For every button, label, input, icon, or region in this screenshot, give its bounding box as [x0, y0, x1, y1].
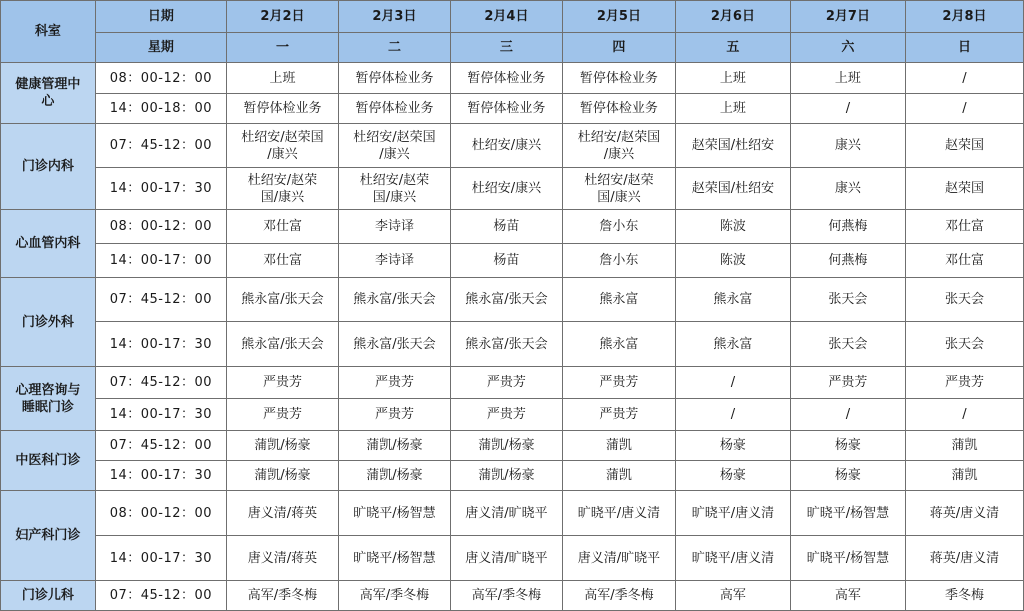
doctor-names: 旷晓平/杨智慧 [806, 505, 890, 521]
schedule-row [1, 581, 1024, 611]
department-name [1, 367, 96, 431]
doctor-cell [562, 431, 675, 461]
doctor-cell [675, 168, 790, 210]
doctor-names: 杨苗 [493, 219, 520, 234]
doctor-names: 高军 [719, 588, 746, 603]
doctor-cell [562, 399, 675, 431]
doctor-cell [338, 94, 450, 124]
doctor-cell [338, 278, 450, 322]
doctor-cell [790, 168, 905, 210]
doctor-cell [675, 124, 790, 168]
department-name [1, 491, 96, 581]
doctor-names: 杜绍安/赵荣国 [577, 129, 661, 145]
doctor-cell [905, 431, 1023, 461]
doctor-names: 熊永富/张天会 [465, 292, 548, 307]
doctor-cell [450, 244, 562, 278]
time-slot: 07：45-12：00 [95, 367, 226, 399]
time-slot: 14：00-17：00 [95, 244, 226, 278]
doctor-names: 旷晓平/唐义清 [577, 505, 661, 521]
doctor-names: 唐义清/蒋英 [247, 505, 318, 521]
date-header: 2月6日 [675, 1, 790, 33]
doctor-cell [675, 244, 790, 278]
weekday-header: 六 [790, 33, 905, 63]
doctor-cell [905, 94, 1023, 124]
schedule-row [1, 322, 1024, 367]
dept-header: 科室 [1, 1, 96, 63]
doctor-cell [226, 322, 338, 367]
time-slot: 07：45-12：00 [95, 124, 226, 168]
doctor-cell [790, 461, 905, 491]
doctor-names: 旷晓平/唐义清 [691, 505, 775, 521]
header-row-dates [1, 1, 1024, 33]
doctor-cell [450, 367, 562, 399]
schedule-row [1, 124, 1024, 168]
doctor-cell [450, 399, 562, 431]
doctor-names: 赵荣国/杜绍安 [691, 138, 775, 153]
doctor-names: 国/康兴 [260, 189, 305, 205]
doctor-names: / [845, 407, 851, 422]
doctor-cell [905, 461, 1023, 491]
doctor-names: 蒋英/唐义清 [929, 550, 1000, 566]
doctor-names: 杜绍安/赵荣国 [353, 129, 436, 145]
doctor-names: 蒲凯 [605, 468, 632, 483]
doctor-names: 熊永富 [599, 292, 639, 307]
doctor-cell [338, 210, 450, 244]
doctor-cell [905, 168, 1023, 210]
doctor-cell [675, 367, 790, 399]
doctor-cell [338, 536, 450, 581]
doctor-cell [675, 581, 790, 611]
doctor-names: / [962, 70, 967, 86]
doctor-cell [790, 399, 905, 431]
doctor-names: 上班 [719, 101, 746, 116]
department-name-line: 妇产科门诊 [15, 528, 81, 543]
doctor-names: 李诗译 [374, 253, 414, 268]
doctor-names: 高军/季冬梅 [359, 588, 430, 603]
time-slot: 14：00-17：30 [95, 461, 226, 491]
doctor-names: /康兴 [603, 146, 635, 162]
schedule-row [1, 210, 1024, 244]
doctor-cell [905, 367, 1023, 399]
doctor-names: 张天会 [828, 336, 868, 352]
date-header: 2月7日 [790, 1, 905, 33]
doctor-names: / [730, 407, 736, 422]
department-name-line: 门诊内科 [21, 159, 74, 174]
doctor-names: 熊永富 [599, 336, 639, 352]
doctor-names: 蒋英/唐义清 [929, 505, 1000, 521]
doctor-cell [226, 168, 338, 210]
doctor-names: 杨豪 [834, 468, 861, 483]
doctor-cell [790, 536, 905, 581]
doctor-cell [905, 491, 1023, 536]
doctor-names: 上班 [719, 70, 746, 86]
schedule-body [1, 1, 1024, 611]
doctor-cell [790, 367, 905, 399]
doctor-names: 严贵芳 [262, 375, 302, 390]
doctor-names: 蒲凯 [605, 438, 632, 453]
doctor-names: 邓仕富 [262, 219, 302, 234]
doctor-cell [905, 322, 1023, 367]
doctor-cell [226, 491, 338, 536]
date-header: 2月4日 [450, 1, 562, 33]
schedule-row [1, 399, 1024, 431]
doctor-names: 赵荣国 [944, 181, 984, 196]
date-header: 2月2日 [226, 1, 338, 33]
doctor-cell [905, 63, 1023, 94]
doctor-cell [450, 168, 562, 210]
doctor-cell [790, 124, 905, 168]
doctor-names: 暂停体检业务 [467, 70, 546, 86]
schedule-row [1, 168, 1024, 210]
weekday-header: 日 [905, 33, 1023, 63]
doctor-names: 季冬梅 [944, 588, 984, 603]
doctor-names: 暂停体检业务 [579, 70, 658, 86]
doctor-cell [226, 94, 338, 124]
doctor-cell [675, 63, 790, 94]
doctor-names: 杜绍安/赵荣 [584, 172, 654, 188]
doctor-names: 蒲凯/杨豪 [478, 468, 535, 483]
time-slot: 14：00-17：30 [95, 322, 226, 367]
doctor-cell [226, 63, 338, 94]
schedule-row [1, 367, 1024, 399]
doctor-cell [562, 168, 675, 210]
doctor-cell [338, 124, 450, 168]
doctor-cell [562, 124, 675, 168]
doctor-cell [675, 536, 790, 581]
doctor-names: 严贵芳 [262, 407, 302, 422]
doctor-cell [675, 94, 790, 124]
doctor-names: 杨豪 [834, 438, 861, 453]
doctor-cell [226, 244, 338, 278]
weekday-header: 二 [338, 33, 450, 63]
doctor-names: 严贵芳 [944, 375, 984, 390]
schedule-row [1, 431, 1024, 461]
doctor-names: 邓仕富 [944, 253, 984, 268]
doctor-cell [338, 168, 450, 210]
date-header: 2月8日 [905, 1, 1023, 33]
doctor-cell [905, 536, 1023, 581]
doctor-cell [562, 322, 675, 367]
department-name [1, 431, 96, 491]
department-name-line: 心血管内科 [15, 236, 81, 251]
time-slot: 07：45-12：00 [95, 581, 226, 611]
doctor-names: 杜绍安/康兴 [471, 138, 542, 153]
doctor-names: 熊永富 [713, 292, 753, 307]
time-slot: 08：00-12：00 [95, 491, 226, 536]
doctor-names: 邓仕富 [944, 219, 984, 234]
schedule-row [1, 491, 1024, 536]
doctor-names: 蒲凯/杨豪 [254, 438, 311, 453]
doctor-names: 熊永富/张天会 [241, 336, 324, 352]
doctor-names: 严贵芳 [374, 407, 414, 422]
doctor-cell [450, 278, 562, 322]
doctor-names: 高军/季冬梅 [471, 588, 542, 603]
doctor-names: 杜绍安/赵荣 [247, 172, 318, 188]
doctor-names: 李诗译 [374, 219, 414, 234]
doctor-names: 高军/季冬梅 [247, 588, 318, 603]
doctor-cell [226, 124, 338, 168]
doctor-cell [562, 278, 675, 322]
doctor-cell [450, 63, 562, 94]
time-slot: 14：00-17：30 [95, 399, 226, 431]
doctor-cell [226, 399, 338, 431]
doctor-names: 严贵芳 [599, 407, 639, 422]
doctor-names: 暂停体检业务 [355, 101, 434, 116]
doctor-cell [675, 210, 790, 244]
department-name [1, 124, 96, 210]
doctor-cell [338, 367, 450, 399]
doctor-names: 高军/季冬梅 [584, 588, 654, 603]
doctor-cell [562, 536, 675, 581]
weekday-label-header: 星期 [95, 33, 226, 63]
doctor-cell [675, 399, 790, 431]
doctor-cell [562, 94, 675, 124]
doctor-names: 旷晓平/杨智慧 [353, 505, 436, 521]
doctor-cell [675, 278, 790, 322]
doctor-cell [226, 278, 338, 322]
doctor-names: 何燕梅 [828, 219, 868, 234]
doctor-names: 杨苗 [493, 253, 520, 268]
doctor-cell [790, 94, 905, 124]
doctor-names: 张天会 [944, 336, 984, 352]
doctor-names: 蒲凯/杨豪 [478, 438, 535, 453]
schedule-row [1, 536, 1024, 581]
doctor-cell [450, 94, 562, 124]
doctor-names: 陈波 [719, 219, 746, 234]
doctor-names: 杜绍安/赵荣国 [241, 129, 324, 145]
doctor-names: 蒲凯 [951, 438, 978, 453]
department-name-line: 心理咨询与 [15, 382, 81, 398]
doctor-cell [338, 581, 450, 611]
weekday-header: 四 [562, 33, 675, 63]
department-name-line: 健康管理中 [15, 77, 81, 92]
doctor-cell [790, 244, 905, 278]
doctor-names: / [962, 101, 967, 116]
department-name-line: 心 [41, 94, 55, 109]
doctor-cell [450, 124, 562, 168]
doctor-cell [905, 244, 1023, 278]
doctor-cell [450, 322, 562, 367]
doctor-cell [226, 581, 338, 611]
doctor-names: 暂停体检业务 [243, 101, 322, 116]
doctor-names: 高军 [834, 588, 861, 603]
doctor-names: 旷晓平/杨智慧 [806, 550, 890, 566]
doctor-names: 蒲凯/杨豪 [366, 438, 423, 453]
header-row-weekdays [1, 33, 1024, 63]
time-slot: 07：45-12：00 [95, 278, 226, 322]
doctor-names: 上班 [834, 70, 861, 86]
doctor-cell [905, 124, 1023, 168]
doctor-names: 上班 [269, 70, 296, 86]
doctor-cell [905, 210, 1023, 244]
doctor-names: 唐义清/旷晓平 [465, 550, 548, 566]
weekday-header: 一 [226, 33, 338, 63]
schedule-row [1, 94, 1024, 124]
doctor-cell [675, 461, 790, 491]
department-name-line: 中医科门诊 [15, 453, 81, 468]
time-slot: 14：00-17：30 [95, 168, 226, 210]
department-name [1, 581, 96, 611]
doctor-names: 康兴 [834, 138, 861, 153]
doctor-names: 杜绍安/赵荣 [359, 172, 430, 188]
doctor-names: 张天会 [944, 292, 984, 307]
doctor-names: 国/康兴 [597, 189, 641, 205]
doctor-cell [562, 581, 675, 611]
doctor-cell [905, 399, 1023, 431]
department-name-line: 门诊儿科 [21, 588, 74, 603]
doctor-cell [562, 244, 675, 278]
doctor-names: /康兴 [267, 146, 298, 162]
department-name [1, 63, 96, 124]
date-header: 2月3日 [338, 1, 450, 33]
doctor-names: 詹小东 [599, 219, 639, 234]
doctor-names: 陈波 [719, 253, 746, 268]
time-slot: 14：00-18：00 [95, 94, 226, 124]
department-name [1, 278, 96, 367]
doctor-cell [790, 322, 905, 367]
date-label-header: 日期 [95, 1, 226, 33]
doctor-names: /康兴 [379, 146, 410, 162]
doctor-cell [338, 431, 450, 461]
doctor-cell [790, 431, 905, 461]
doctor-names: 旷晓平/唐义清 [691, 550, 775, 566]
doctor-names: 严贵芳 [374, 375, 414, 390]
doctor-cell [226, 367, 338, 399]
doctor-names: 唐义清/旷晓平 [465, 505, 548, 521]
doctor-cell [562, 367, 675, 399]
doctor-names: 旷晓平/杨智慧 [353, 550, 436, 566]
doctor-names: 赵荣国/杜绍安 [691, 181, 775, 196]
doctor-cell [450, 461, 562, 491]
doctor-names: 赵荣国 [944, 138, 984, 153]
doctor-names: 何燕梅 [828, 253, 868, 268]
doctor-cell [790, 491, 905, 536]
doctor-cell [226, 461, 338, 491]
doctor-names: / [730, 375, 736, 390]
doctor-cell [675, 491, 790, 536]
department-name [1, 210, 96, 278]
doctor-cell [338, 491, 450, 536]
weekday-header: 五 [675, 33, 790, 63]
time-slot: 08：00-12：00 [95, 63, 226, 94]
doctor-cell [790, 210, 905, 244]
weekday-header: 三 [450, 33, 562, 63]
doctor-cell [450, 210, 562, 244]
doctor-cell [905, 278, 1023, 322]
department-name-line: 睡眠门诊 [21, 399, 74, 415]
doctor-cell [790, 278, 905, 322]
doctor-names: 严贵芳 [599, 375, 639, 390]
doctor-names: 邓仕富 [262, 253, 302, 268]
doctor-cell [562, 491, 675, 536]
schedule-row [1, 461, 1024, 491]
doctor-cell [562, 63, 675, 94]
doctor-cell [226, 536, 338, 581]
doctor-cell [338, 322, 450, 367]
doctor-names: 严贵芳 [486, 375, 526, 390]
doctor-cell [790, 581, 905, 611]
doctor-cell [450, 581, 562, 611]
department-name-line: 门诊外科 [21, 314, 74, 330]
doctor-names: 熊永富/张天会 [465, 336, 548, 352]
doctor-names: 杜绍安/康兴 [471, 181, 542, 196]
doctor-cell [675, 322, 790, 367]
doctor-names: / [845, 101, 851, 116]
doctor-cell [450, 431, 562, 461]
doctor-names: 张天会 [828, 292, 868, 307]
doctor-names: 詹小东 [599, 253, 639, 268]
doctor-cell [338, 461, 450, 491]
schedule-row [1, 278, 1024, 322]
doctor-cell [450, 536, 562, 581]
doctor-names: 熊永富/张天会 [241, 292, 324, 307]
schedule-row [1, 244, 1024, 278]
doctor-names: 蒲凯/杨豪 [254, 468, 311, 483]
doctor-names: 杨豪 [719, 468, 746, 483]
date-header: 2月5日 [562, 1, 675, 33]
doctor-cell [562, 210, 675, 244]
doctor-cell [338, 399, 450, 431]
doctor-names: 蒲凯 [951, 468, 978, 483]
doctor-names: 唐义清/旷晓平 [577, 550, 661, 566]
time-slot: 08：00-12：00 [95, 210, 226, 244]
doctor-names: 严贵芳 [828, 375, 868, 390]
doctor-names: 熊永富/张天会 [353, 336, 436, 352]
doctor-names: 杨豪 [719, 438, 746, 453]
doctor-names: 熊永富 [713, 336, 753, 352]
doctor-names: 熊永富/张天会 [353, 292, 436, 307]
doctor-names: 暂停体检业务 [467, 101, 546, 116]
doctor-names: 暂停体检业务 [579, 101, 658, 116]
doctor-names: 康兴 [834, 181, 861, 196]
doctor-cell [905, 581, 1023, 611]
doctor-names: 国/康兴 [372, 189, 417, 205]
schedule-row [1, 63, 1024, 94]
doctor-cell [226, 210, 338, 244]
time-slot: 14：00-17：30 [95, 536, 226, 581]
doctor-names: 唐义清/蒋英 [247, 550, 318, 566]
doctor-cell [675, 431, 790, 461]
doctor-cell [790, 63, 905, 94]
doctor-names: 暂停体检业务 [355, 70, 434, 86]
doctor-names: 蒲凯/杨豪 [366, 468, 423, 483]
doctor-cell [226, 431, 338, 461]
doctor-cell [338, 63, 450, 94]
doctor-names: / [962, 407, 967, 422]
time-slot: 07：45-12：00 [95, 431, 226, 461]
doctor-cell [562, 461, 675, 491]
doctor-names: 严贵芳 [486, 407, 526, 422]
doctor-cell [338, 244, 450, 278]
doctor-cell [450, 491, 562, 536]
